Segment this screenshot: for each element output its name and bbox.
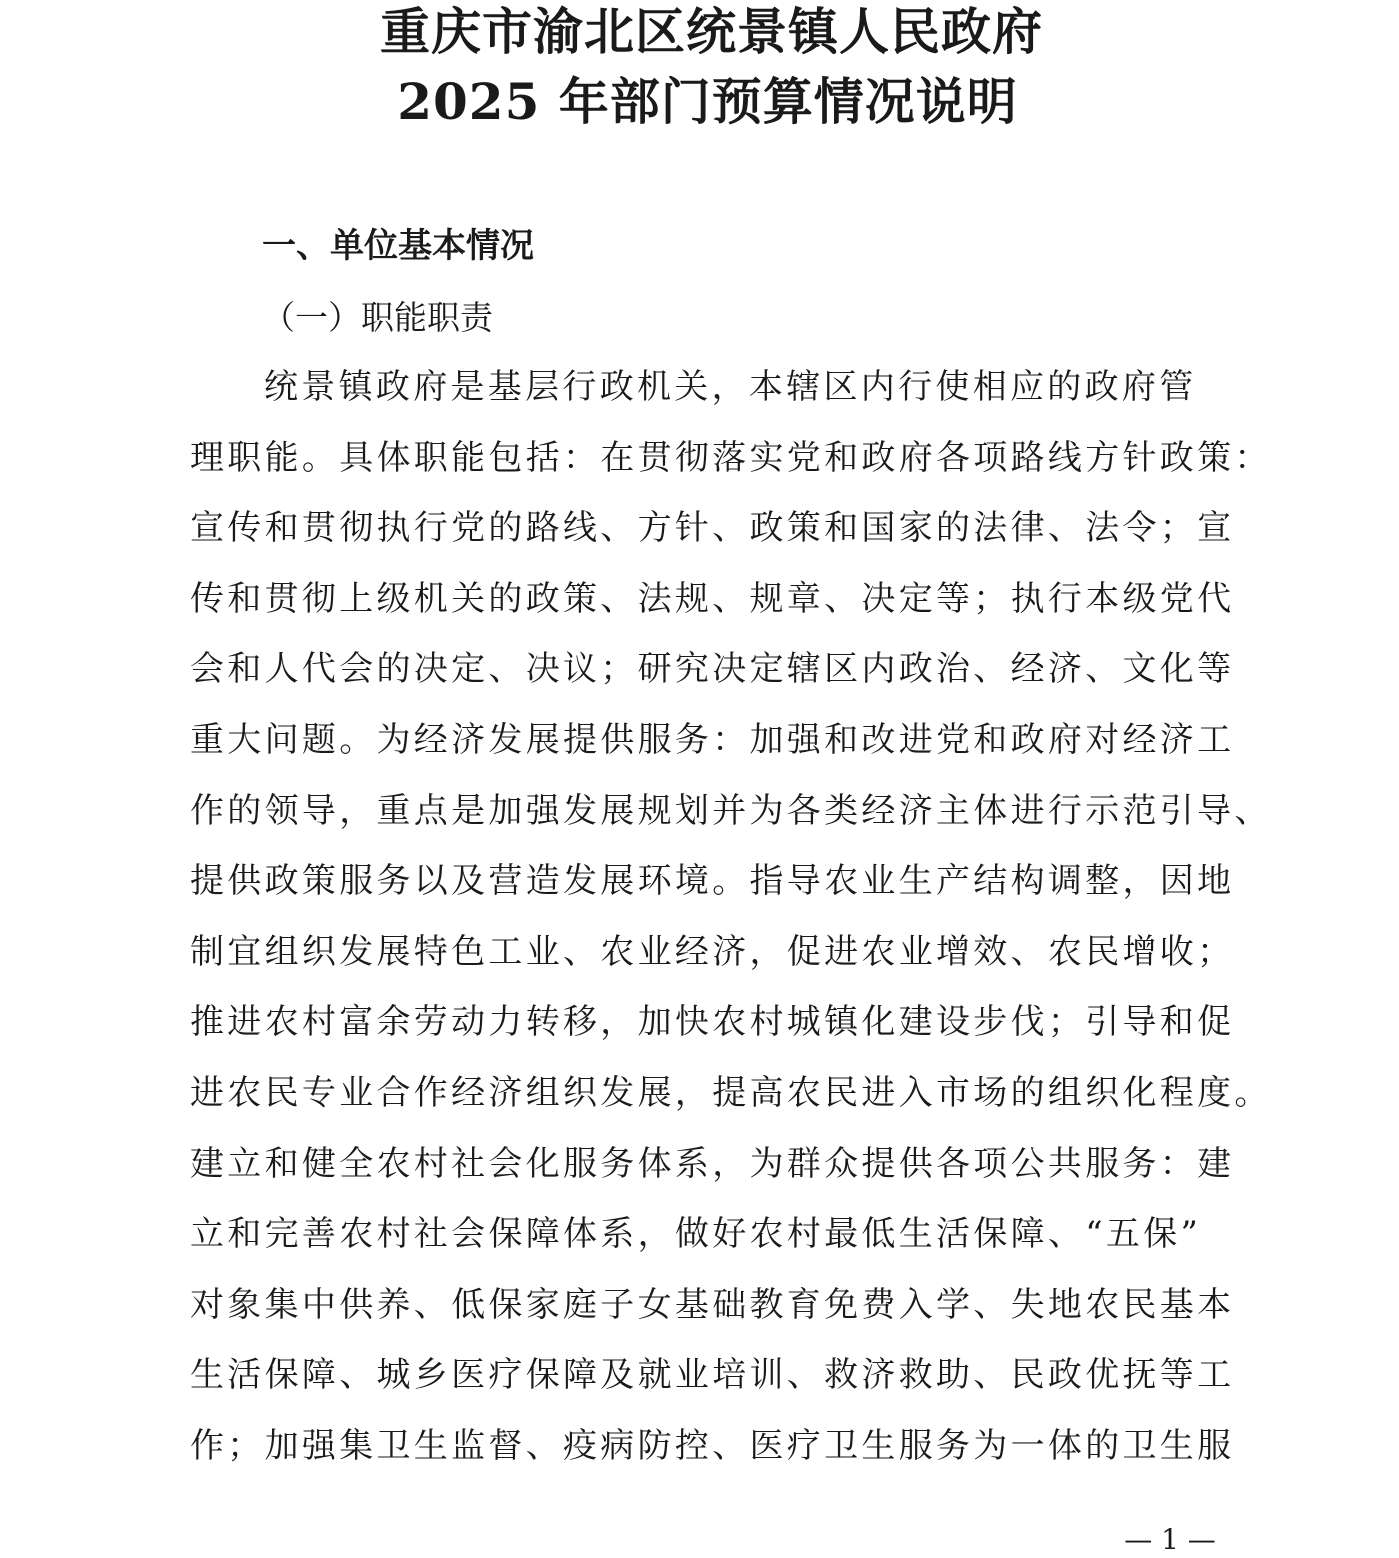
paragraph-line: 作；加强集卫生监督、疫病防控、医疗卫生服务为一体的卫生服 [190, 1425, 1235, 1466]
subsection-heading: （一）职能职责 [262, 298, 493, 337]
paragraph-line: 制宜组织发展特色工业、农业经济，促进农业增效、农民增收； [190, 931, 1235, 972]
document-title-line-2: 2025 年部门预算情况说明 [397, 72, 1018, 131]
paragraph-line: 生活保障、城乡医疗保障及就业培训、救济救助、民政优抚等工 [190, 1355, 1235, 1396]
paragraph-line: 立和完善农村社会保障体系，做好农村最低生活保障、“五保” [190, 1214, 1202, 1255]
paragraph-line: 会和人代会的决定、决议；研究决定辖区内政治、经济、文化等 [190, 649, 1235, 690]
paragraph-line: 统景镇政府是基层行政机关，本辖区内行使相应的政府管 [264, 367, 1197, 407]
section-heading: 一、单位基本情况 [262, 226, 534, 266]
paragraph-line: 传和贯彻上级机关的政策、法规、规章、决定等；执行本级党代 [190, 578, 1235, 619]
paragraph-line: 作的领导，重点是加强发展规划并为各类经济主体进行示范引导、 [190, 790, 1272, 831]
body-paragraph [190, 352, 1272, 1482]
paragraph-line: 重大问题。为经济发展提供服务：加强和改进党和政府对经济工 [190, 719, 1235, 760]
paragraph-line: 理职能。具体职能包括：在贯彻落实党和政府各项路线方针政策： [190, 437, 1272, 478]
paragraph-line: 进农民专业合作经济组织发展，提高农民进入市场的组织化程度。 [190, 1072, 1272, 1113]
paragraph-line: 推进农村富余劳动力转移，加快农村城镇化建设步伐；引导和促 [190, 1002, 1235, 1043]
paragraph-line: 提供政策服务以及营造发展环境。指导农业生产结构调整，因地 [190, 861, 1235, 902]
page-number: — 1 — [1124, 1523, 1216, 1556]
paragraph-line: 对象集中供养、低保家庭子女基础教育免费入学、失地农民基本 [190, 1284, 1235, 1325]
paragraph-line: 建立和健全农村社会化服务体系，为群众提供各项公共服务：建 [190, 1143, 1235, 1184]
paragraph-line: 宣传和贯彻执行党的路线、方针、政策和国家的法律、法令；宣 [190, 508, 1235, 549]
document-title-line-1: 重庆市渝北区统景镇人民政府 [380, 2, 1043, 61]
